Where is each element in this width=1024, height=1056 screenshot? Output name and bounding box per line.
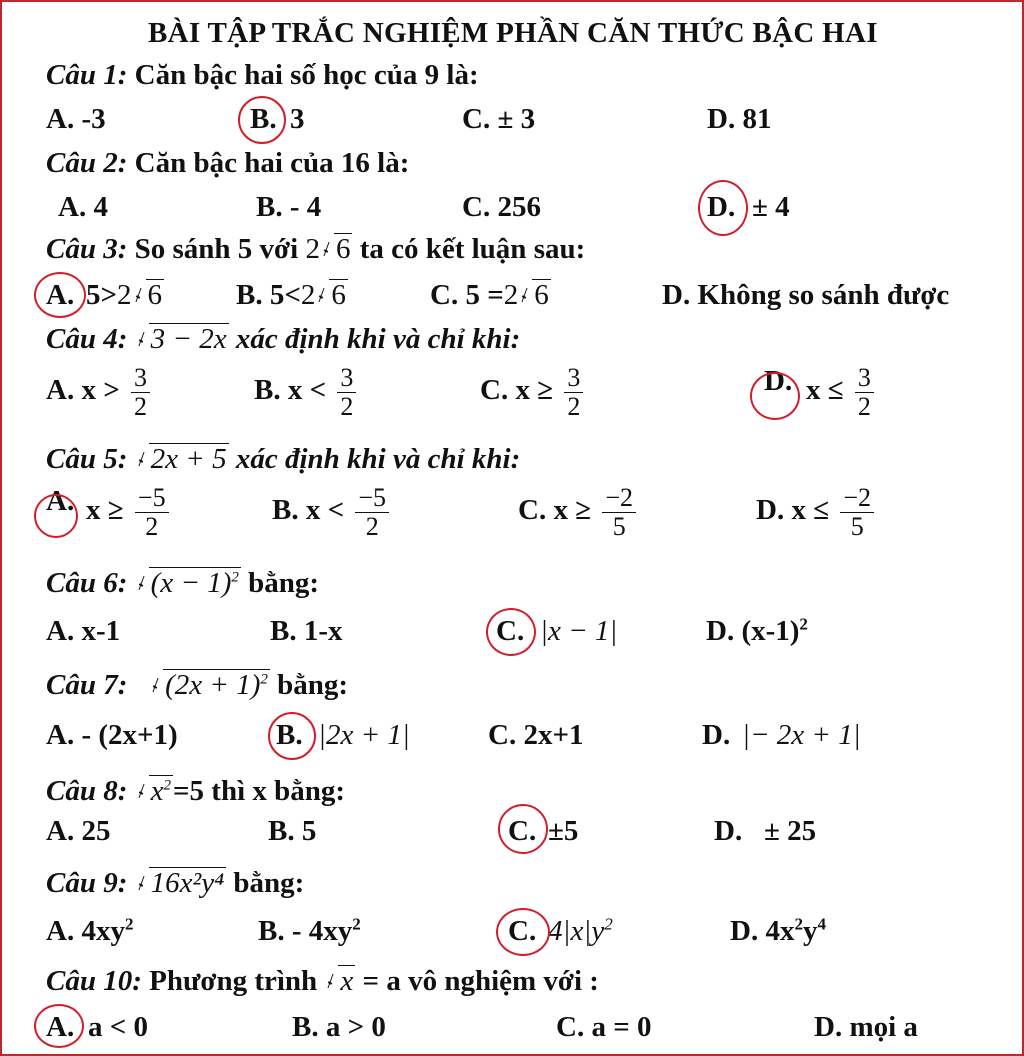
option-b[interactable]: B. a > 0 bbox=[292, 1011, 386, 1043]
fraction bbox=[131, 364, 150, 421]
option-c-text: C. x ≥ bbox=[518, 494, 592, 527]
numerator: 3 bbox=[131, 364, 150, 393]
question-text: xác định khi và chỉ khi: bbox=[235, 323, 521, 355]
option-a-value: a < 0 bbox=[88, 1011, 149, 1043]
question-label: Câu 7: bbox=[46, 669, 128, 701]
option-a[interactable]: A. x-1 bbox=[46, 615, 121, 647]
question-text-after: = a vô nghiệm với : bbox=[362, 965, 599, 997]
question-8 bbox=[46, 774, 345, 808]
radicand: 6 bbox=[335, 233, 351, 265]
denominator: 2 bbox=[857, 392, 871, 421]
sqrt-icon bbox=[324, 964, 355, 998]
question-text: So sánh 5 với bbox=[134, 233, 299, 265]
question-label: Câu 4: bbox=[46, 323, 128, 355]
exponent: 2 bbox=[352, 914, 361, 934]
option-d[interactable]: D. bbox=[702, 719, 731, 751]
fraction bbox=[855, 364, 874, 421]
radicand: 6 bbox=[147, 279, 163, 311]
fraction bbox=[602, 484, 636, 541]
radicand: x bbox=[150, 775, 164, 807]
option-d-text: D. x ≤ bbox=[756, 494, 830, 527]
exponent-4: 4 bbox=[817, 914, 826, 934]
answer-circle bbox=[34, 1004, 84, 1048]
question-3 bbox=[46, 232, 585, 266]
option-d[interactable]: D. bbox=[764, 365, 793, 397]
sqrt-icon bbox=[518, 278, 551, 312]
radicand: 16x²y⁴ bbox=[150, 867, 225, 899]
option-c[interactable]: C. bbox=[496, 615, 525, 647]
option-d-text: D. 4x bbox=[730, 915, 795, 947]
question-text: Phương trình bbox=[149, 965, 318, 997]
denominator: 5 bbox=[850, 512, 864, 541]
answer-circle bbox=[34, 494, 78, 538]
option-b-value: |2x + 1| bbox=[318, 719, 410, 751]
question-text: bằng: bbox=[248, 567, 320, 599]
fraction bbox=[355, 484, 389, 541]
question-text-after: ta có kết luận sau: bbox=[359, 233, 586, 265]
exponent: 2 bbox=[799, 614, 808, 634]
sqrt-icon bbox=[149, 668, 270, 702]
option-c-text: 4|x|y bbox=[548, 915, 605, 947]
question-text: xác định khi và chỉ khi: bbox=[235, 443, 521, 475]
question-text: bằng: bbox=[277, 669, 349, 701]
option-c-value: |x − 1| bbox=[540, 615, 618, 647]
option-c[interactable] bbox=[430, 278, 551, 312]
question-9 bbox=[46, 866, 304, 900]
option-c-text: C. 5 = bbox=[430, 279, 504, 311]
sqrt-icon bbox=[135, 566, 241, 600]
option-b-text: B. - 4xy bbox=[258, 915, 353, 947]
option-a-value bbox=[86, 278, 164, 312]
option-c[interactable]: C. bbox=[508, 815, 537, 847]
option-a[interactable]: A. bbox=[46, 1011, 75, 1043]
option-b[interactable]: B. 5 bbox=[268, 815, 317, 847]
option-d-value bbox=[806, 364, 874, 421]
denominator: 2 bbox=[567, 392, 581, 421]
question-2 bbox=[46, 146, 409, 180]
option-b-text: B. x < bbox=[254, 374, 327, 407]
sqrt-icon bbox=[135, 866, 227, 900]
option-b[interactable]: B. bbox=[250, 103, 277, 135]
sqrt-icon bbox=[135, 774, 173, 808]
denominator: 2 bbox=[133, 392, 147, 421]
answer-circle bbox=[498, 804, 548, 854]
answer-circle bbox=[496, 908, 550, 956]
question-1 bbox=[46, 58, 479, 92]
question-5 bbox=[46, 442, 520, 476]
radicand: (x − 1) bbox=[150, 567, 232, 599]
option-c-value bbox=[548, 914, 613, 948]
option-d[interactable] bbox=[756, 484, 874, 541]
question-label: Câu 3: bbox=[46, 233, 128, 265]
option-c[interactable]: C. a = 0 bbox=[556, 1011, 652, 1043]
option-d[interactable]: D. 81 bbox=[707, 103, 772, 135]
option-d-text: D. (x-1) bbox=[706, 615, 800, 647]
radicand: (2x + 1) bbox=[165, 669, 261, 701]
option-b-text: B. x < bbox=[272, 494, 345, 527]
question-4 bbox=[46, 322, 520, 356]
option-a-text: A. x > bbox=[46, 374, 120, 407]
option-b[interactable] bbox=[236, 278, 348, 312]
question-label: Câu 5: bbox=[46, 443, 128, 475]
option-d-text: x ≤ bbox=[806, 374, 844, 407]
numerator: −5 bbox=[135, 484, 169, 513]
option-b[interactable]: B. 1-x bbox=[270, 615, 343, 647]
question-7 bbox=[46, 668, 348, 702]
question-text: Căn bậc hai số học của 9 là: bbox=[134, 59, 479, 91]
exponent: 2 bbox=[163, 777, 172, 794]
denominator: 2 bbox=[340, 392, 354, 421]
radicand: 6 bbox=[534, 279, 549, 311]
option-c[interactable] bbox=[480, 364, 583, 421]
option-a-text: A. 4xy bbox=[46, 915, 125, 947]
option-c[interactable]: C. 2x+1 bbox=[488, 719, 584, 751]
option-a[interactable] bbox=[46, 914, 133, 948]
coefficient: 2 bbox=[117, 279, 132, 311]
question-text: bằng: bbox=[233, 867, 305, 899]
option-b[interactable] bbox=[254, 364, 356, 421]
exponent: 2 bbox=[604, 914, 613, 934]
option-a[interactable]: A. -3 bbox=[46, 103, 106, 135]
fraction bbox=[337, 364, 356, 421]
answer-circle bbox=[486, 608, 536, 656]
option-a[interactable]: A. 25 bbox=[46, 815, 111, 847]
question-text: Căn bậc hai của 16 là: bbox=[134, 147, 410, 179]
option-d[interactable] bbox=[730, 914, 826, 948]
option-a-text: 5> bbox=[86, 279, 118, 311]
answer-circle bbox=[34, 272, 86, 318]
option-c[interactable]: C. ± 3 bbox=[462, 103, 536, 135]
exponent: 2 bbox=[794, 914, 803, 934]
question-label: Câu 9: bbox=[46, 867, 128, 899]
radicand: 6 bbox=[331, 279, 346, 311]
numerator: −2 bbox=[840, 484, 874, 513]
numerator: 3 bbox=[337, 364, 356, 393]
answer-circle bbox=[698, 180, 748, 236]
option-a-text: x ≥ bbox=[86, 494, 124, 527]
option-d[interactable]: D. bbox=[707, 191, 736, 223]
page-title: BÀI TẬP TRẮC NGHIỆM PHẦN CĂN THỨC BẬC HAI bbox=[148, 17, 878, 49]
option-b[interactable] bbox=[258, 914, 361, 948]
fraction bbox=[135, 484, 169, 541]
option-c[interactable]: C. 256 bbox=[462, 191, 541, 223]
question-label: Câu 1: bbox=[46, 59, 128, 91]
numerator: −5 bbox=[355, 484, 389, 513]
coefficient: 2 bbox=[503, 279, 519, 311]
option-b-text: B. 5< bbox=[236, 279, 301, 311]
question-6 bbox=[46, 566, 319, 600]
fraction bbox=[840, 484, 874, 541]
denominator: 5 bbox=[612, 512, 626, 541]
option-c[interactable] bbox=[518, 484, 636, 541]
option-a[interactable] bbox=[46, 364, 150, 421]
answer-circle bbox=[268, 712, 316, 760]
option-b[interactable] bbox=[272, 484, 389, 541]
sqrt-icon bbox=[135, 442, 229, 476]
answer-circle bbox=[750, 372, 800, 420]
option-a-value bbox=[86, 484, 169, 541]
option-d-text-2: y bbox=[802, 915, 818, 947]
sqrt-icon bbox=[315, 278, 348, 312]
sqrt-icon bbox=[135, 322, 229, 356]
coefficient: 2 bbox=[305, 233, 320, 265]
option-d-value: ± 4 bbox=[752, 191, 790, 223]
radicand: 2x + 5 bbox=[150, 443, 227, 475]
exponent: 2 bbox=[260, 671, 268, 688]
answer-circle bbox=[238, 96, 286, 144]
radicand: x bbox=[340, 965, 354, 997]
option-d[interactable]: D. ± 25 bbox=[714, 815, 817, 847]
option-d[interactable]: D. mọi a bbox=[814, 1011, 918, 1043]
question-label: Câu 2: bbox=[46, 147, 128, 179]
option-c-value: ±5 bbox=[548, 815, 579, 847]
option-b[interactable]: B. - 4 bbox=[256, 191, 322, 223]
denominator: 2 bbox=[365, 512, 379, 541]
fraction bbox=[564, 364, 583, 421]
exponent: 2 bbox=[231, 569, 239, 586]
option-c-text: C. x ≥ bbox=[480, 374, 554, 407]
question-label: Câu 6: bbox=[46, 567, 128, 599]
option-c[interactable]: C. bbox=[508, 915, 537, 947]
question-label: Câu 8: bbox=[46, 775, 128, 807]
option-a[interactable]: A. bbox=[46, 485, 75, 517]
coefficient: 2 bbox=[300, 279, 316, 311]
option-a[interactable]: A. - (2x+1) bbox=[46, 719, 178, 751]
radicand: 3 − 2x bbox=[150, 323, 227, 355]
question-10 bbox=[46, 964, 599, 998]
option-d-value: |− 2x + 1| bbox=[742, 719, 861, 751]
numerator: −2 bbox=[602, 484, 636, 513]
option-b-value: 3 bbox=[290, 103, 305, 135]
denominator: 2 bbox=[145, 512, 159, 541]
option-a[interactable]: A. bbox=[46, 279, 75, 311]
exponent: 2 bbox=[124, 914, 134, 934]
option-a[interactable]: A. 4 bbox=[58, 191, 108, 223]
numerator: 3 bbox=[564, 364, 583, 393]
question-label: Câu 10: bbox=[46, 965, 142, 997]
option-d[interactable] bbox=[706, 614, 808, 648]
question-text: =5 thì x bằng: bbox=[173, 775, 346, 807]
sqrt-icon bbox=[132, 278, 165, 312]
numerator: 3 bbox=[855, 364, 874, 393]
option-b[interactable]: B. bbox=[276, 719, 303, 751]
option-d[interactable]: D. Không so sánh được bbox=[662, 279, 950, 311]
sqrt-icon bbox=[320, 232, 353, 266]
